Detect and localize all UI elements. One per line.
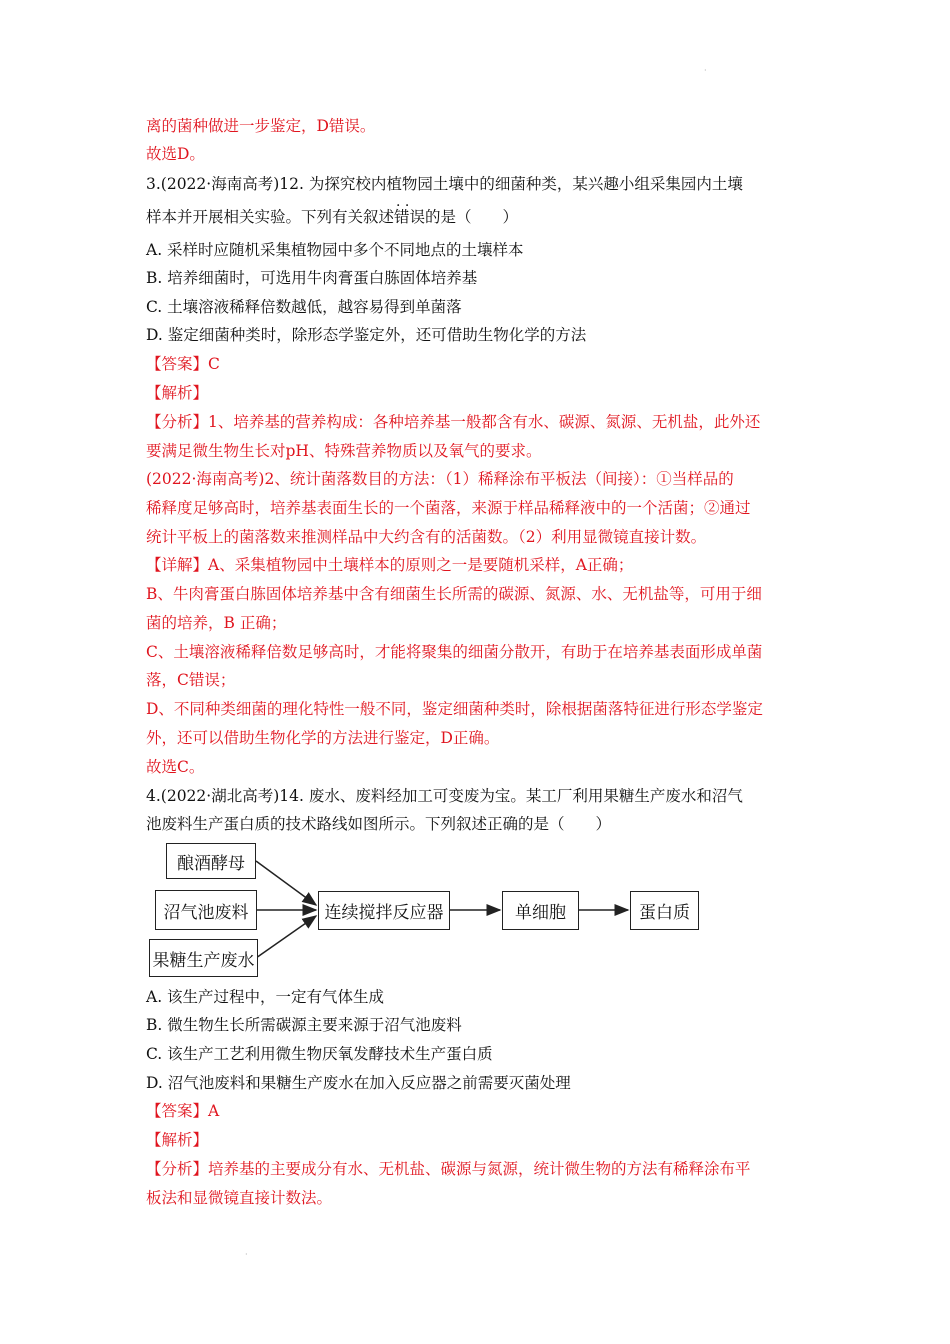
option-c: C. 土壤溶液稀释倍数越低，越容易得到单菌落 (146, 298, 462, 316)
text-line: 故选D。 (146, 145, 205, 163)
arrow-yeast-to-reactor (256, 861, 316, 905)
box-fructose-wastewater: 果糖生产废水 (149, 939, 258, 977)
text-line: 落，C错误； (146, 671, 236, 689)
option-d: D. 鉴定细菌种类时，除形态学鉴定外，还可借助生物化学的方法 (146, 326, 587, 344)
text-line: 统计平板上的菌落数来推测样品中大约含有的活菌数。（2）利用显微镜直接计数。 (146, 528, 707, 546)
answer-label: 【答案】A (146, 1102, 220, 1120)
text-line: 【分析】1、培养基的营养构成：各种培养基一般都含有水、碳源、氮源、无机盐，此外还 (146, 413, 761, 431)
corner-mark: · (704, 66, 707, 75)
question-4-stem-cont: 池废料生产蛋白质的技术路线如图所示。下列叙述正确的是（ ） (146, 815, 612, 833)
option-a: A. 采样时应随机采集植物园中多个不同地点的土壤样本 (146, 241, 524, 259)
text-line: B、牛肉膏蛋白胨固体培养基中含有细菌生长所需的碳源、氮源、水、无机盐等，可用于细 (146, 585, 762, 603)
analysis-label: 【解析】 (146, 1131, 209, 1149)
option-c: C. 该生产工艺利用微生物厌氧发酵技术生产蛋白质 (146, 1045, 493, 1063)
box-protein: 蛋白质 (630, 891, 699, 930)
stem-before: 样本并开展相关实验。下列有关叙述 (146, 208, 395, 226)
text-line: C、土壤溶液稀释倍数足够高时，才能将聚集的细菌分散开，有助于在培养基表面形成单菌 (146, 643, 763, 661)
bottom-mark: · (245, 1250, 248, 1259)
box-biogas-waste: 沼气池废料 (155, 890, 257, 930)
box-single-cell: 单细胞 (502, 891, 579, 930)
option-a: A. 该生产过程中，一定有气体生成 (146, 988, 385, 1006)
text-line: 菌的培养，B 正确； (146, 614, 287, 632)
question-3-stem: 3.(2022·海南高考)12. 为探究校内植物园土壤中的细菌种类，某兴趣小组采集园内土壤 (146, 175, 743, 193)
text-line: 【详解】A、采集植物园中土壤样本的原则之一是要随机采样，A正确； (146, 556, 634, 574)
emphasis-word: · · 错误 (394, 207, 425, 227)
text-line: 板法和显微镜直接计数法。 (146, 1189, 333, 1207)
text-line: 要满足微生物生长对pH、特殊营养物质以及氧气的要求。 (146, 442, 542, 460)
box-reactor: 连续搅拌反应器 (318, 891, 450, 930)
arrow-wastewater-to-reactor (256, 916, 316, 958)
text-line: 故选C。 (146, 758, 205, 776)
answer-label: 【答案】C (146, 355, 220, 373)
text-line: 外，还可以借助生物化学的方法进行鉴定，D正确。 (146, 729, 500, 747)
text-line: 离的菌种做进一步鉴定，D错误。 (146, 117, 376, 135)
option-d: D. 沼气池废料和果糖生产废水在加入反应器之前需要灭菌处理 (146, 1074, 571, 1092)
text-line: (2022·海南高考)2、统计菌落数目的方法：（1）稀释涂布平板法（间接）：①当样品的 (146, 470, 734, 488)
analysis-label: 【解析】 (146, 384, 209, 402)
text-line: 稀释度足够高时，培养基表面生长的一个菌落，来源于样品稀释液中的一个活菌；②通过 (146, 499, 751, 517)
text-line: 【分析】培养基的主要成分有水、无机盐、碳源与氮源，统计微生物的方法有稀释涂布平 (146, 1160, 751, 1178)
stem-after: 的是（ ） (425, 208, 519, 226)
box-yeast: 酿酒酵母 (166, 843, 256, 879)
option-b: B. 微生物生长所需碳源主要来源于沼气池废料 (146, 1016, 462, 1034)
option-b: B. 培养细菌时，可选用牛肉膏蛋白胨固体培养基 (146, 269, 478, 287)
question-4-stem: 4.(2022·湖北高考)14. 废水、废料经加工可变废为宝。某工厂利用果糖生产废水和沼气 (146, 787, 743, 805)
text-line: D、不同种类细菌的理化特性一般不同，鉴定细菌种类时，除根据菌落特征进行形态学鉴定 (146, 700, 763, 718)
